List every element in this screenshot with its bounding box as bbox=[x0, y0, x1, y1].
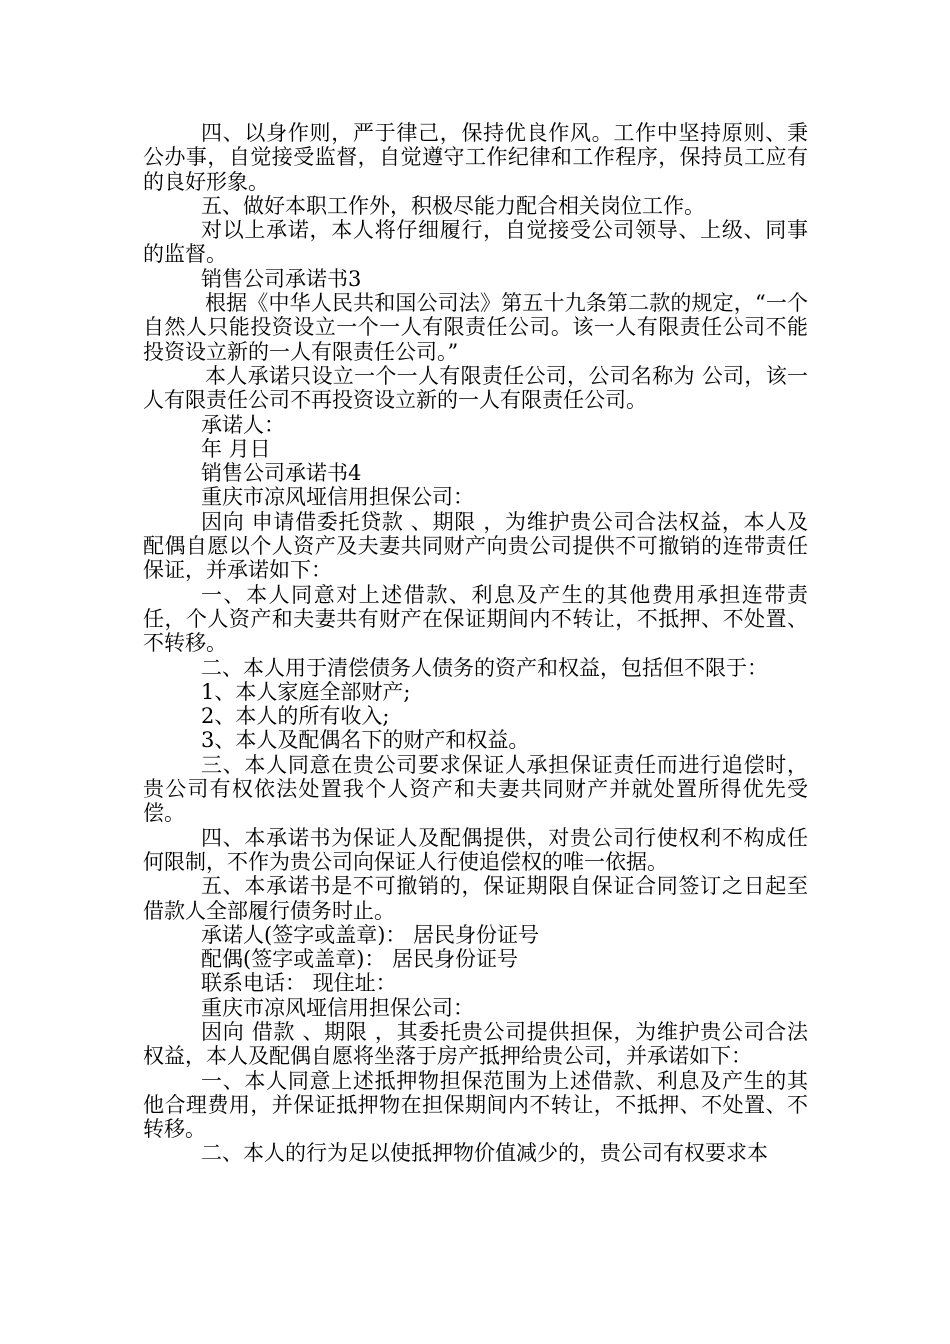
document-body bbox=[143, 121, 808, 1166]
list-item-3: 3、本人及配偶名下的财产和权益。 bbox=[201, 728, 530, 753]
section-heading-3: 销售公司承诺书3 bbox=[201, 266, 362, 291]
paragraph-single-company-promise: 本人承诺只设立一个一人有限责任公司，公司名称为 公司，该一人有限责任公司不再投资设立新的一人有限责任公司。 bbox=[143, 363, 808, 413]
paragraph-duty-4: 四、以身作则，严于律己，保持优良作风。工作中坚持原则、秉公办事，自觉接受监督，自觉遵守工作纪律和工作程序，保持员工应有的良好形象。 bbox=[143, 121, 808, 194]
addressee: 重庆市凉风垭信用担保公司： bbox=[201, 485, 474, 510]
list-item-2: 2、本人的所有收入; bbox=[201, 704, 390, 729]
date-line: 年 月日 bbox=[201, 436, 271, 461]
paragraph-mortgage-1: 一、本人同意上述抵押物担保范围为上述借款、利息及产生的其他合理费用，并保证抵押物在担保期间内不转让，不抵押、不处置、不转移。 bbox=[143, 1068, 808, 1142]
signature-line-guarantor: 承诺人(签字或盖章)： 居民身份证号 bbox=[201, 922, 540, 947]
paragraph-duty-5: 五、做好本职工作外，积极尽能力配合相关岗位工作。 bbox=[201, 193, 705, 218]
paragraph-mortgage-intro: 因向 借款 、期限 ，其委托贵公司提供担保，为维护贵公司合法权益，本人及配偶自愿将坐落于房产抵押给贵公司，并承诺如下： bbox=[143, 1019, 808, 1069]
paragraph-guarantee-4: 四、本承诺书为保证人及配偶提供，对贵公司行使权利不构成任何限制，不作为贵公司向保证人行使追偿权的唯一依据。 bbox=[143, 825, 808, 874]
signature-line-spouse: 配偶(签字或盖章)： 居民身份证号 bbox=[201, 947, 519, 972]
paragraph-guarantee-intro: 因向 申请借委托贷款 、期限 ，为维护贵公司合法权益，本人及配偶自愿以个人资产及夫妻共同财产向贵公司提供不可撤销的连带责任保证，并承诺如下： bbox=[143, 509, 808, 583]
addressee-second: 重庆市凉风垭信用担保公司： bbox=[201, 995, 474, 1020]
list-item-1: 1、本人家庭全部财产; bbox=[201, 679, 411, 704]
paragraph-guarantee-1: 一、本人同意对上述借款、利息及产生的其他费用承担连带责任，个人资产和夫妻共有财产在保证期间内不转让，不抵押、不处置、不转移。 bbox=[143, 582, 808, 656]
signatory-label: 承诺人： bbox=[201, 412, 285, 437]
paragraph-commitment-closing: 对以上承诺，本人将仔细履行，自觉接受公司领导、上级、同事的监督。 bbox=[143, 218, 808, 267]
paragraph-guarantee-5: 五、本承诺书是不可撤销的，保证期限自保证合同签订之日起至借款人全部履行债务时止。 bbox=[143, 874, 808, 923]
paragraph-company-law: 根据《中华人民共和国公司法》第五十九条第二款的规定，“一个自然人只能投资设立一个一人有限责任公司。该一人有限责任公司不能投资设立新的一人有限责任公司。” bbox=[143, 291, 808, 364]
paragraph-guarantee-3: 三、本人同意在贵公司要求保证人承担保证责任而进行追偿时，贵公司有权依法处置我个人资产和夫妻共同财产并就处置所得优先受偿。 bbox=[143, 752, 808, 826]
section-heading-4: 销售公司承诺书4 bbox=[201, 461, 362, 486]
paragraph-guarantee-2: 二、本人用于清偿债务人债务的资产和权益，包括但不限于： bbox=[201, 655, 768, 680]
paragraph-mortgage-2: 二、本人的行为足以使抵押物价值减少的，贵公司有权要求本 bbox=[201, 1141, 768, 1166]
contact-line: 联系电话： 现住址： bbox=[201, 971, 397, 996]
